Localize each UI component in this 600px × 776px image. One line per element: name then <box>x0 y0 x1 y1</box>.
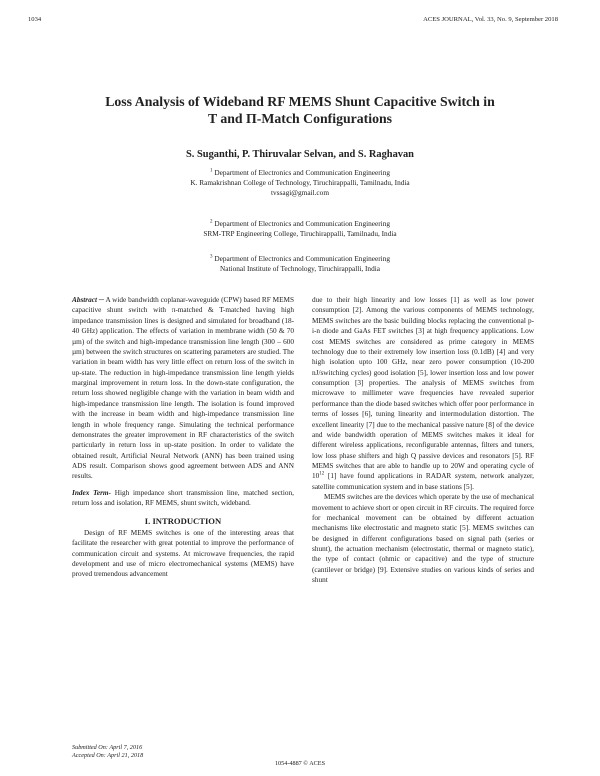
intro-paragraph-2: MEMS switches are the devices which operate by the use of mechanical movement to achieve short or open circuit in RF circuits. The required force for mechanical movement can be obtained by different actuation mechanisms like electrostatic and magneto static [5]. MEMS switches can be designed in different configurations based on signal path (series or shunt), the actuation mechanism (electrostatic, thermal or magneto static), the type of contact (ohmic or capacitive) and the type of structure (cantilever or bridge) [9]. Extensive studies on various kinds of series and shunt <box>312 493 534 585</box>
affiliation-number: 1 <box>209 168 213 174</box>
index-terms-label: Index Term- <box>72 488 111 497</box>
affiliation-institution: K. Ramakrishnan College of Technology, Tiruchirappalli, Tamilnadu, India <box>190 178 410 188</box>
submitted-date: Submitted On: April 7, 2016 <box>72 744 143 751</box>
intro-paragraph-continued <box>312 295 534 492</box>
accepted-date: Accepted On: April 21, 2018 <box>72 752 144 759</box>
paper-title <box>60 93 540 127</box>
exponent: 12 <box>319 471 325 477</box>
section-heading-introduction: I. INTRODUCTION <box>144 515 222 526</box>
left-column <box>72 295 294 580</box>
title-line-1: Loss Analysis of Wideband RF MEMS Shunt Capacitive Switch in <box>105 94 495 109</box>
intro-paragraph: Design of RF MEMS switches is one of the interesting areas that facilitate the researcher with great potential to improve the performance of communication circuit and systems. At microwave frequencies, the rapid development and use of micro electromechanical systems (MEMS) have proved tremendous advancement <box>72 528 294 579</box>
page-number: 1034 <box>28 16 42 23</box>
index-terms <box>72 488 294 509</box>
affiliation-dept: Department of Electronics and Communication Engineering <box>214 254 390 263</box>
right-column <box>312 295 534 586</box>
affiliation-number: 2 <box>209 219 213 225</box>
submission-dates <box>72 744 143 760</box>
title-line-2: T and Π-Match Configurations <box>207 111 393 126</box>
issn-footer: 1054-4887 © ACES <box>274 760 326 767</box>
affiliation-email: tvssagi@gmail.com <box>271 188 329 198</box>
affiliation-number: 3 <box>209 254 213 260</box>
abstract-text: ─ A wide bandwidth coplanar-waveguide (CPW) based RF MEMS capacitive shunt switch with π-matched & T-matched having high impedance transmission lines is designed and simulated for broadband (18-40 GHz) application. The effects of variation in membrane width (50 & 70 µm) of the switch and high-impedance transmission line length (300 – 600 µm) between the switch structures on scattering parameters are studied. The variation in beam width has very little effect on return loss of the switch in up-state. The reduction in high-impedance transmission line length yields marginal improvement in return loss. In the down-state configuration, the return loss showed negligible change with the variation in beam width and high-impedance transmission line length. The isolation is found improved with the increase in beam width and high-impedance transmission line length in whole frequency range. Simulating the technical performance demonstrates the greater improvement in RF characteristics of the switch particularly in return loss in up-state position. In order to validate the obtained result, Artificial Neural Network (ANN) has been trained using ADS result. Comparison shows good agreement between ADS and ANN results. <box>72 296 294 481</box>
affiliation-2 <box>60 219 540 239</box>
author-list: S. Suganthi, P. Thiruvalar Selvan, and S. Raghavan <box>186 149 414 160</box>
journal-header: ACES JOURNAL, Vol. 33, No. 9, September 2018 <box>423 16 558 23</box>
affiliation-institution: National Institute of Technology, Tiruchirappalli, India <box>220 264 380 274</box>
intro-text-part-a: due to their high linearity and low losses [1] as well as low power consumption [2]. Among the various components of MEMS technology, MEMS switches are the basic building blocks replacing the conventional p-i-n diode and GaAs FET switches [3] at high frequency applications. Low cost MEMS switches are considered as prime category in MEMS technology due to their extremely low insertion loss (0.1dB) [4] and very high isolation upto 100 GHz, near zero power consumption (10-200 nJ/switching cycles) good isolation [5], lower insertion loss and low power consumption [3] properties. The analysis of MEMS switches from microwave to millimeter wave frequencies have revealed superior performance than the diode based switches which offer poor performance in terms of losses [6], tuning linearity and intermodulation distortion. The excellent linearity [7] due to the mechanical passive nature [8] of the device and wide bandwidth operation of MEMS switches makes it ideal for different wireless applications, reconfigurable antennas, filters and tuners, low loss phase shifters and high Q passive devices and resonators [5]. RF MEMS switches that are able to handle up to 20W and operating cycle of 10 <box>312 296 534 481</box>
abstract <box>72 295 294 482</box>
affiliation-dept: Department of Electronics and Communication Engineering <box>214 219 390 228</box>
affiliation-dept: Department of Electronics and Communication Engineering <box>214 168 390 177</box>
intro-text-part-b: [1] have found applications in RADAR system, network analyzer, satellite communication system and in base stations [5]. <box>312 472 534 491</box>
affiliation-3 <box>60 254 540 274</box>
affiliation-1 <box>60 168 540 199</box>
abstract-label: Abstract <box>72 296 97 304</box>
index-terms-text: High impedance short transmission line, matched section, return loss and isolation, RF MEMS, shunt switch, wideband. <box>72 488 294 508</box>
affiliation-institution: SRM-TRP Engineering College, Tiruchirappalli, Tamilnadu, India <box>203 229 397 239</box>
